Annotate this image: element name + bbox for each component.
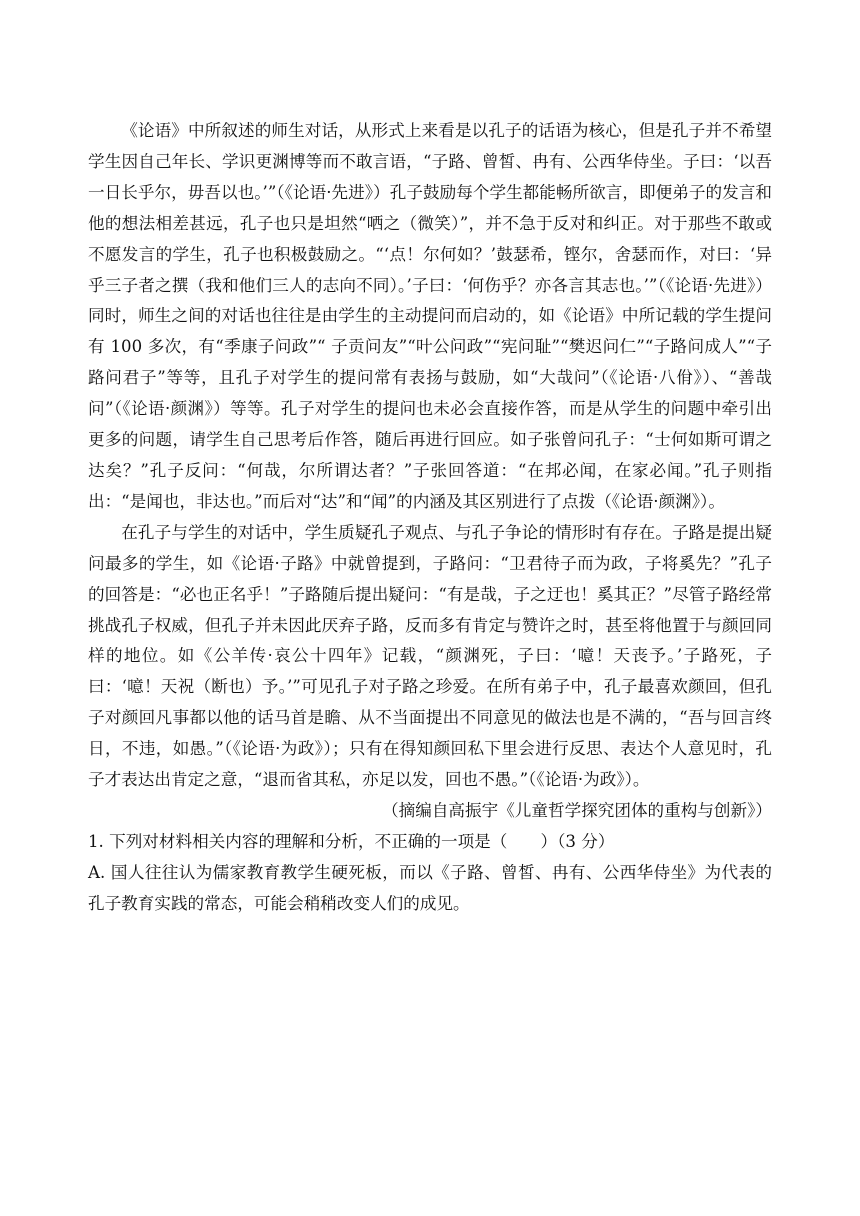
question-option-a: A. 国人往往认为儒家教育教学生硬死板，而以《子路、曾皙、冉有、公西华侍坐》为代表的孔子教育实践的常态，可能会稍稍改变人们的成见。: [88, 862, 772, 913]
document-page: [88, 116, 772, 920]
question-stem: 1. 下列对材料相关内容的理解和分析，不正确的一项是（ ）（3 分）: [88, 831, 615, 851]
article-source: （摘编自高振宇《儿童哲学探究团体的重构与创新》）: [382, 800, 772, 820]
article-paragraph-2: 在孔子与学生的对话中，学生质疑孔子观点、与孔子争论的情形时有存在。子路是提出疑问最多的学生，如《论语·子路》中就曾提到，子路问：“卫君待子而为政，子将奚先？”孔子的回答是：“必也正名乎！”子路随后提出疑问：“有是哉，子之迂也！奚其正？”尽管子路经常挑战孔子权威，但孔子并未因此厌弃子路，反而多有肯定与赞许之时，甚至将他置于与颜回同样的地位。如《公羊传·哀公十四年》记载，“颜渊死，子曰：‘噫！天丧予。’子路死，子曰：‘噫！天祝（断也）予。’”可见孔子对子路之珍爱。在所有弟子中，孔子最喜欢颜回，但孔子对颜回凡事都以他的话马首是瞻、从不当面提出不同意见的做法也是不满的，“吾与回言终日，不违，如愚。”（《论语·为政》）；只有在得知颜回私下里会进行反思、表达个人意见时，孔子才表达出肯定之意，“退而省其私，亦足以发，回也不愚。”（《论语·为政》）。: [88, 522, 772, 790]
article-paragraph-1: 《论语》中所叙述的师生对话，从形式上来看是以孔子的话语为核心，但是孔子并不希望学生因自己年长、学识更渊博等而不敢言语，“子路、曾皙、冉有、公西华侍坐。子曰：‘以吾一日长乎尔，毋吾以也。’”（《论语·先进》）孔子鼓励每个学生都能畅所欲言，即便弟子的发言和他的想法相差甚远，孔子也只是坦然“哂之（微笑）”，并不急于反对和纠正。对于那些不敢或不愿发言的学生，孔子也积极鼓励之。“‘点！尔何如？’鼓瑟希，铿尔，舍瑟而作，对曰：‘异乎三子者之撰（我和他们三人的志向不同）。’子曰：‘何伤乎？亦各言其志也。’”（《论语·先进》）同时，师生之间的对话也往往是由学生的主动提问而启动的，如《论语》中所记载的学生提问有 100 多次，有“季康子问政”“ 子贡问友”“叶公问政”“宪问耻”“樊迟问仁”“子路问成人”“子路问君子”等等，且孔子对学生的提问常有表扬与鼓励，如“大哉问”（《论语·八佾》）、“善哉问”（《论语·颜渊》）等等。孔子对学生的提问也未必会直接作答，而是从学生的问题中牵引出更多的问题，请学生自己思考后作答，随后再进行回应。如子张曾问孔子：“士何如斯可谓之达矣？”孔子反问：“何哉，尔所谓达者？”子张回答道：“在邦必闻，在家必闻。”孔子则指出：“是闻也，非达也。”而后对“达”和“闻”的内涵及其区别进行了点拨（《论语·颜渊》）。: [88, 121, 772, 511]
